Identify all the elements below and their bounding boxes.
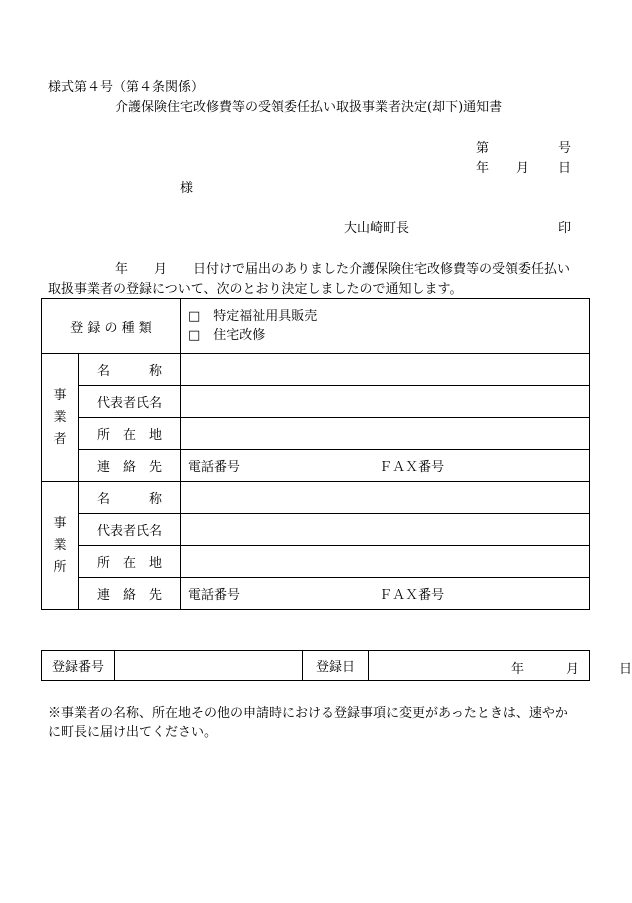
registration-day: 日 <box>619 662 632 677</box>
office-contact-field[interactable] <box>181 578 590 610</box>
seal-mark: 印 <box>558 221 572 236</box>
doc-number-go: 号 <box>558 141 572 156</box>
operator-fax-label: ＦＡＸ番号 <box>379 460 445 475</box>
office-rep-label: 代表者氏名 <box>79 514 181 546</box>
recipient-sama: 様 <box>180 181 194 196</box>
office-contact-label: 連 絡 先 <box>79 578 181 610</box>
note-line-1: ※事業者の名称、所在地その他の申請時における登録事項に変更があったときは、速やか <box>48 706 568 721</box>
operator-address-label: 所 在 地 <box>79 418 181 450</box>
sender-name: 大山崎町長 <box>344 221 410 236</box>
operator-address-field[interactable] <box>181 418 590 450</box>
operator-contact-label: 連 絡 先 <box>79 450 181 482</box>
operator-contact-field[interactable] <box>181 450 590 482</box>
registration-date-field[interactable] <box>369 651 632 681</box>
operator-name-label: 名 称 <box>79 354 181 386</box>
option-welfare-equipment[interactable]: □ 特定福祉用具販売 <box>188 309 318 324</box>
intro-line-1: 年 月 日付けで届出のありました介護保険住宅改修費等の受領委任払い <box>115 262 571 277</box>
section-business-office: 事 業 所 <box>42 482 79 610</box>
office-name-field[interactable] <box>181 482 590 514</box>
office-fax-label: ＦＡＸ番号 <box>379 588 445 603</box>
registration-number-field[interactable] <box>115 651 303 681</box>
registration-month: 月 <box>566 662 580 677</box>
intro-line-2: 取扱事業者の登録について、次のとおり決定しましたので通知します。 <box>48 282 463 297</box>
operator-phone-label: 電話番号 <box>188 460 241 475</box>
office-phone-label: 電話番号 <box>188 588 241 603</box>
date-month: 月 <box>516 161 530 176</box>
note-line-2: に町長に届け出てください。 <box>48 725 218 740</box>
date-year: 年 <box>476 161 490 176</box>
office-name-label: 名 称 <box>79 482 181 514</box>
registration-type-options <box>181 299 590 354</box>
operator-rep-label: 代表者氏名 <box>79 386 181 418</box>
registration-table <box>41 650 632 681</box>
operator-name-field[interactable] <box>181 354 590 386</box>
form-number: 様式第４号（第４条関係） <box>48 80 205 95</box>
doc-number-dai: 第 <box>476 141 490 156</box>
operator-rep-field[interactable] <box>181 386 590 418</box>
registration-number-label: 登録番号 <box>42 651 115 681</box>
registration-type-label: 登 録 の 種 類 <box>42 299 181 354</box>
option-home-renovation[interactable]: □ 住宅改修 <box>188 328 266 343</box>
office-address-label: 所 在 地 <box>79 546 181 578</box>
date-day: 日 <box>558 161 572 176</box>
registration-year: 年 <box>511 662 525 677</box>
applicant-table <box>41 298 590 610</box>
office-address-field[interactable] <box>181 546 590 578</box>
document-title: 介護保険住宅改修費等の受領委任払い取扱事業者決定(却下)通知書 <box>115 100 503 115</box>
registration-date-label: 登録日 <box>303 651 369 681</box>
office-rep-field[interactable] <box>181 514 590 546</box>
section-business-operator: 事 業 者 <box>42 354 79 482</box>
